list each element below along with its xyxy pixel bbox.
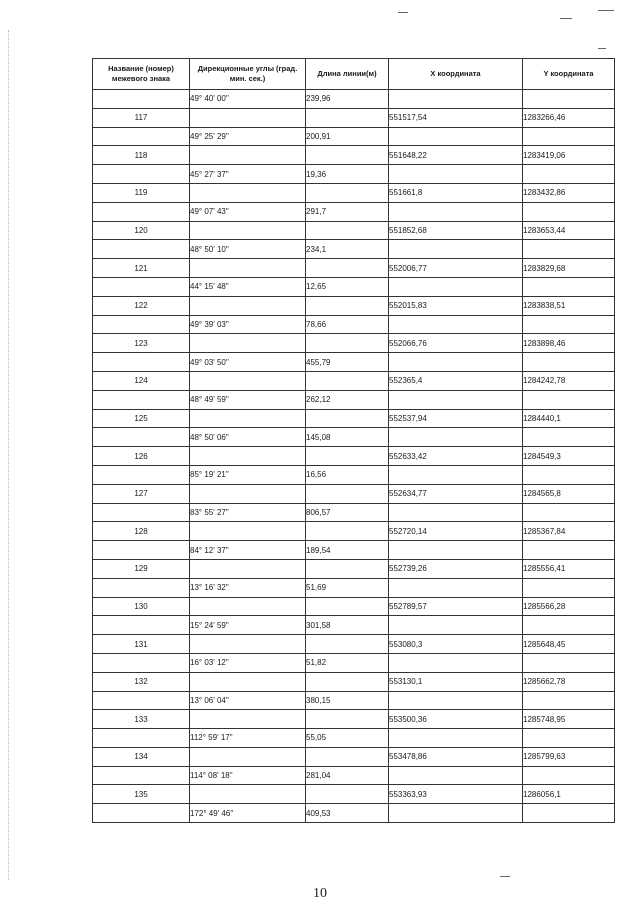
y-coordinate-cell <box>523 428 615 447</box>
x-coordinate-cell: 552006,77 <box>389 259 523 278</box>
direction-angle-cell: 45° 27' 37" <box>190 165 306 184</box>
direction-angle-cell <box>190 409 306 428</box>
table-row <box>93 183 615 202</box>
x-coordinate-cell: 552066,76 <box>389 334 523 353</box>
line-length-cell <box>306 447 389 466</box>
x-coordinate-cell: 552789,57 <box>389 597 523 616</box>
mark-name-cell: 135 <box>93 785 190 804</box>
line-length-cell: 55,05 <box>306 729 389 748</box>
x-coordinate-cell <box>389 390 523 409</box>
line-length-cell: 16,56 <box>306 465 389 484</box>
x-coordinate-cell <box>389 90 523 109</box>
x-coordinate-cell <box>389 653 523 672</box>
x-coordinate-cell: 551648,22 <box>389 146 523 165</box>
mark-name-cell <box>93 428 190 447</box>
direction-angle-cell: 48° 49' 59" <box>190 390 306 409</box>
x-coordinate-cell <box>389 277 523 296</box>
direction-angle-cell: 49° 39' 03" <box>190 315 306 334</box>
line-length-cell: 234,1 <box>306 240 389 259</box>
mark-name-cell <box>93 503 190 522</box>
line-length-cell: 200,91 <box>306 127 389 146</box>
direction-angle-cell: 114° 08' 18" <box>190 766 306 785</box>
x-coordinate-cell: 552634,77 <box>389 484 523 503</box>
line-length-cell <box>306 334 389 353</box>
direction-angle-cell: 13° 06' 04" <box>190 691 306 710</box>
direction-angle-cell: 44° 15' 48" <box>190 277 306 296</box>
y-coordinate-cell: 1283829,68 <box>523 259 615 278</box>
line-length-cell: 239,96 <box>306 90 389 109</box>
line-length-cell <box>306 146 389 165</box>
mark-name-cell <box>93 653 190 672</box>
mark-name-cell <box>93 804 190 823</box>
table-row <box>93 653 615 672</box>
boundary-marks-table <box>92 58 615 823</box>
mark-name-cell: 131 <box>93 635 190 654</box>
direction-angle-cell: 49° 40' 00" <box>190 90 306 109</box>
y-coordinate-cell <box>523 315 615 334</box>
header-y-coordinate: Y координата <box>523 59 615 90</box>
y-coordinate-cell <box>523 541 615 560</box>
scan-margin-line <box>8 30 9 880</box>
direction-angle-cell: 49° 07' 43" <box>190 202 306 221</box>
table-row <box>93 597 615 616</box>
y-coordinate-cell <box>523 804 615 823</box>
scan-speck <box>500 876 510 877</box>
line-length-cell <box>306 522 389 541</box>
y-coordinate-cell <box>523 503 615 522</box>
line-length-cell: 51,69 <box>306 578 389 597</box>
line-length-cell <box>306 296 389 315</box>
x-coordinate-cell: 552633,42 <box>389 447 523 466</box>
table-row <box>93 296 615 315</box>
y-coordinate-cell <box>523 353 615 372</box>
line-length-cell: 262,12 <box>306 390 389 409</box>
mark-name-cell: 119 <box>93 183 190 202</box>
direction-angle-cell: 48° 50' 10" <box>190 240 306 259</box>
mark-name-cell <box>93 616 190 635</box>
y-coordinate-cell: 1285566,28 <box>523 597 615 616</box>
line-length-cell <box>306 409 389 428</box>
table-row <box>93 390 615 409</box>
mark-name-cell: 128 <box>93 522 190 541</box>
direction-angle-cell: 112° 59' 17" <box>190 729 306 748</box>
direction-angle-cell <box>190 296 306 315</box>
line-length-cell: 291,7 <box>306 202 389 221</box>
table-row <box>93 672 615 691</box>
line-length-cell: 78,66 <box>306 315 389 334</box>
y-coordinate-cell: 1283653,44 <box>523 221 615 240</box>
mark-name-cell: 126 <box>93 447 190 466</box>
direction-angle-cell: 15° 24' 59" <box>190 616 306 635</box>
y-coordinate-cell <box>523 578 615 597</box>
y-coordinate-cell: 1285556,41 <box>523 559 615 578</box>
x-coordinate-cell <box>389 766 523 785</box>
line-length-cell: 455,79 <box>306 353 389 372</box>
x-coordinate-cell <box>389 165 523 184</box>
mark-name-cell <box>93 353 190 372</box>
x-coordinate-cell: 553363,93 <box>389 785 523 804</box>
mark-name-cell <box>93 578 190 597</box>
y-coordinate-cell <box>523 240 615 259</box>
mark-name-cell: 130 <box>93 597 190 616</box>
y-coordinate-cell: 1285662,78 <box>523 672 615 691</box>
table-row <box>93 729 615 748</box>
mark-name-cell <box>93 165 190 184</box>
mark-name-cell: 125 <box>93 409 190 428</box>
direction-angle-cell <box>190 747 306 766</box>
y-coordinate-cell <box>523 90 615 109</box>
direction-angle-cell <box>190 785 306 804</box>
table-row <box>93 90 615 109</box>
direction-angle-cell <box>190 672 306 691</box>
x-coordinate-cell <box>389 353 523 372</box>
direction-angle-cell <box>190 597 306 616</box>
line-length-cell: 189,54 <box>306 541 389 560</box>
x-coordinate-cell <box>389 465 523 484</box>
y-coordinate-cell: 1283266,46 <box>523 108 615 127</box>
table-header-row <box>93 59 615 90</box>
line-length-cell <box>306 108 389 127</box>
x-coordinate-cell <box>389 428 523 447</box>
y-coordinate-cell: 1284440,1 <box>523 409 615 428</box>
mark-name-cell: 121 <box>93 259 190 278</box>
mark-name-cell <box>93 465 190 484</box>
x-coordinate-cell <box>389 127 523 146</box>
table-row <box>93 710 615 729</box>
line-length-cell <box>306 221 389 240</box>
y-coordinate-cell <box>523 277 615 296</box>
x-coordinate-cell: 553130,1 <box>389 672 523 691</box>
x-coordinate-cell: 553478,86 <box>389 747 523 766</box>
mark-name-cell <box>93 315 190 334</box>
table-row <box>93 315 615 334</box>
table-row <box>93 747 615 766</box>
y-coordinate-cell: 1284242,78 <box>523 371 615 390</box>
mark-name-cell: 133 <box>93 710 190 729</box>
table-row <box>93 522 615 541</box>
y-coordinate-cell <box>523 691 615 710</box>
mark-name-cell <box>93 90 190 109</box>
scan-speck <box>560 18 572 19</box>
table-body <box>93 90 615 823</box>
x-coordinate-cell: 551517,54 <box>389 108 523 127</box>
line-length-cell: 51,82 <box>306 653 389 672</box>
y-coordinate-cell <box>523 202 615 221</box>
table-row <box>93 691 615 710</box>
direction-angle-cell: 172° 49' 46" <box>190 804 306 823</box>
table-row <box>93 465 615 484</box>
table-row <box>93 277 615 296</box>
y-coordinate-cell <box>523 729 615 748</box>
x-coordinate-cell <box>389 240 523 259</box>
mark-name-cell <box>93 691 190 710</box>
y-coordinate-cell: 1283432,86 <box>523 183 615 202</box>
x-coordinate-cell: 552720,14 <box>389 522 523 541</box>
scan-speck <box>398 12 408 13</box>
x-coordinate-cell <box>389 578 523 597</box>
x-coordinate-cell <box>389 315 523 334</box>
y-coordinate-cell: 1283898,46 <box>523 334 615 353</box>
line-length-cell <box>306 597 389 616</box>
table-row <box>93 353 615 372</box>
y-coordinate-cell: 1283419,06 <box>523 146 615 165</box>
direction-angle-cell <box>190 221 306 240</box>
x-coordinate-cell: 552365,4 <box>389 371 523 390</box>
line-length-cell <box>306 183 389 202</box>
line-length-cell: 301,58 <box>306 616 389 635</box>
table-row <box>93 635 615 654</box>
table-row <box>93 785 615 804</box>
y-coordinate-cell: 1284565,8 <box>523 484 615 503</box>
x-coordinate-cell: 551852,68 <box>389 221 523 240</box>
table-row <box>93 616 615 635</box>
table-row <box>93 409 615 428</box>
mark-name-cell: 127 <box>93 484 190 503</box>
mark-name-cell: 129 <box>93 559 190 578</box>
mark-name-cell <box>93 390 190 409</box>
mark-name-cell: 123 <box>93 334 190 353</box>
line-length-cell <box>306 710 389 729</box>
mark-name-cell <box>93 127 190 146</box>
x-coordinate-cell <box>389 804 523 823</box>
table-row <box>93 578 615 597</box>
line-length-cell: 19,36 <box>306 165 389 184</box>
mark-name-cell: 120 <box>93 221 190 240</box>
x-coordinate-cell: 552537,94 <box>389 409 523 428</box>
direction-angle-cell <box>190 259 306 278</box>
table-row <box>93 240 615 259</box>
table-row <box>93 766 615 785</box>
mark-name-cell: 134 <box>93 747 190 766</box>
mark-name-cell: 117 <box>93 108 190 127</box>
direction-angle-cell: 13° 16' 32" <box>190 578 306 597</box>
table-row <box>93 334 615 353</box>
line-length-cell <box>306 635 389 654</box>
x-coordinate-cell <box>389 541 523 560</box>
header-line-length: Длина линии(м) <box>306 59 389 90</box>
table-row <box>93 108 615 127</box>
direction-angle-cell <box>190 108 306 127</box>
header-mark-name: Название (номер) межевого знака <box>93 59 190 90</box>
line-length-cell: 12,65 <box>306 277 389 296</box>
x-coordinate-cell <box>389 691 523 710</box>
y-coordinate-cell: 1286056,1 <box>523 785 615 804</box>
line-length-cell <box>306 785 389 804</box>
y-coordinate-cell: 1285748,95 <box>523 710 615 729</box>
table-row <box>93 428 615 447</box>
line-length-cell <box>306 559 389 578</box>
mark-name-cell: 122 <box>93 296 190 315</box>
line-length-cell: 281,04 <box>306 766 389 785</box>
mark-name-cell <box>93 277 190 296</box>
y-coordinate-cell: 1285648,45 <box>523 635 615 654</box>
direction-angle-cell: 83° 55' 27" <box>190 503 306 522</box>
y-coordinate-cell <box>523 390 615 409</box>
scan-speck <box>598 48 606 49</box>
y-coordinate-cell <box>523 165 615 184</box>
y-coordinate-cell <box>523 616 615 635</box>
table-row <box>93 165 615 184</box>
page-number: 10 <box>313 886 327 901</box>
header-direction-angle: Дирекционные углы (град. мин. сек.) <box>190 59 306 90</box>
direction-angle-cell <box>190 635 306 654</box>
direction-angle-cell: 84° 12' 37" <box>190 541 306 560</box>
table-row <box>93 804 615 823</box>
x-coordinate-cell: 551661,8 <box>389 183 523 202</box>
table-row <box>93 447 615 466</box>
x-coordinate-cell: 552015,83 <box>389 296 523 315</box>
y-coordinate-cell <box>523 653 615 672</box>
line-length-cell: 145,08 <box>306 428 389 447</box>
mark-name-cell <box>93 729 190 748</box>
direction-angle-cell: 85° 19' 21" <box>190 465 306 484</box>
mark-name-cell <box>93 541 190 560</box>
line-length-cell <box>306 672 389 691</box>
table-row <box>93 221 615 240</box>
y-coordinate-cell: 1285367,84 <box>523 522 615 541</box>
direction-angle-cell <box>190 522 306 541</box>
x-coordinate-cell <box>389 729 523 748</box>
direction-angle-cell <box>190 447 306 466</box>
scan-speck <box>598 10 614 11</box>
y-coordinate-cell <box>523 766 615 785</box>
line-length-cell: 409,53 <box>306 804 389 823</box>
mark-name-cell <box>93 202 190 221</box>
header-x-coordinate: X координата <box>389 59 523 90</box>
x-coordinate-cell: 553500,36 <box>389 710 523 729</box>
mark-name-cell: 118 <box>93 146 190 165</box>
direction-angle-cell <box>190 371 306 390</box>
direction-angle-cell: 48° 50' 06" <box>190 428 306 447</box>
direction-angle-cell <box>190 710 306 729</box>
x-coordinate-cell: 553080,3 <box>389 635 523 654</box>
direction-angle-cell <box>190 146 306 165</box>
y-coordinate-cell: 1283838,51 <box>523 296 615 315</box>
x-coordinate-cell <box>389 202 523 221</box>
direction-angle-cell: 49° 25' 29" <box>190 127 306 146</box>
table-row <box>93 503 615 522</box>
direction-angle-cell <box>190 484 306 503</box>
mark-name-cell: 124 <box>93 371 190 390</box>
mark-name-cell <box>93 766 190 785</box>
x-coordinate-cell <box>389 503 523 522</box>
direction-angle-cell <box>190 183 306 202</box>
direction-angle-cell: 16° 03' 12" <box>190 653 306 672</box>
line-length-cell: 380,15 <box>306 691 389 710</box>
x-coordinate-cell: 552739,26 <box>389 559 523 578</box>
table-row <box>93 371 615 390</box>
y-coordinate-cell: 1285799,63 <box>523 747 615 766</box>
direction-angle-cell <box>190 334 306 353</box>
x-coordinate-cell <box>389 616 523 635</box>
y-coordinate-cell <box>523 465 615 484</box>
y-coordinate-cell <box>523 127 615 146</box>
table-row <box>93 484 615 503</box>
mark-name-cell <box>93 240 190 259</box>
table-row <box>93 146 615 165</box>
table-row <box>93 259 615 278</box>
line-length-cell: 806,57 <box>306 503 389 522</box>
table-row <box>93 541 615 560</box>
line-length-cell <box>306 259 389 278</box>
table-row <box>93 559 615 578</box>
direction-angle-cell: 49° 03' 50" <box>190 353 306 372</box>
line-length-cell <box>306 484 389 503</box>
mark-name-cell: 132 <box>93 672 190 691</box>
direction-angle-cell <box>190 559 306 578</box>
table-row <box>93 127 615 146</box>
line-length-cell <box>306 371 389 390</box>
line-length-cell <box>306 747 389 766</box>
table-row <box>93 202 615 221</box>
y-coordinate-cell: 1284549,3 <box>523 447 615 466</box>
